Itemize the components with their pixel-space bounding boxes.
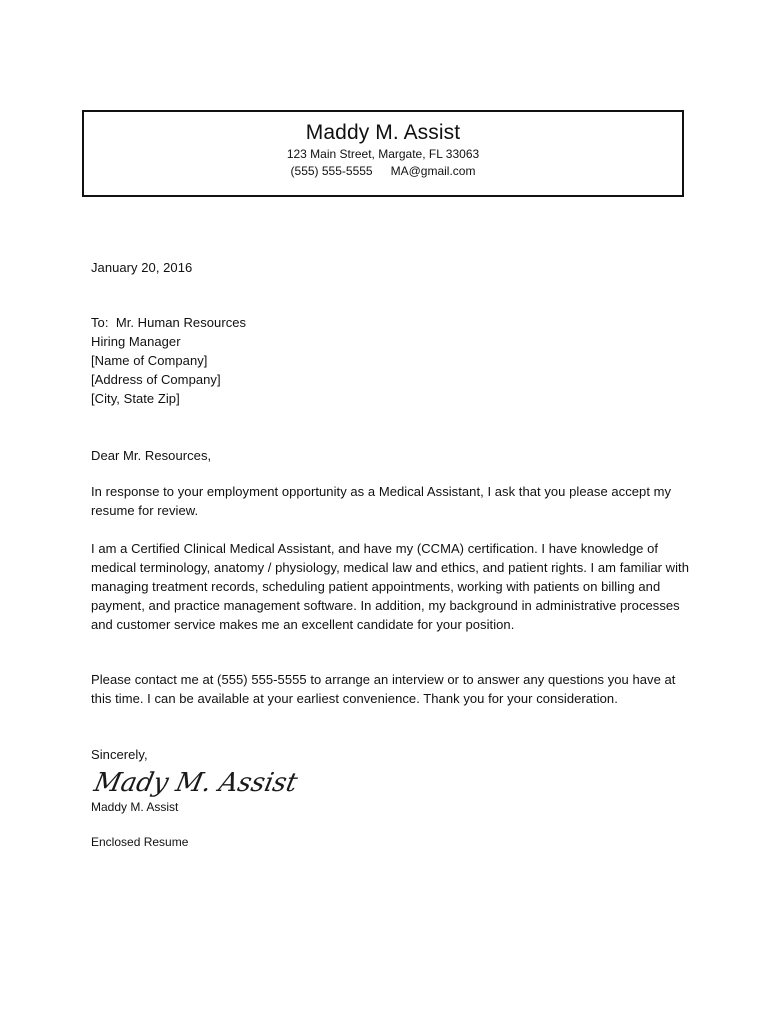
- sender-contact-line: [84, 163, 682, 180]
- recipient-line: [City, State Zip]: [91, 391, 180, 406]
- sender-email: MA@gmail.com: [390, 164, 476, 178]
- letter-date: January 20, 2016: [91, 260, 193, 275]
- svg-text:Mady M. Assist: Mady M. Assist: [91, 768, 301, 798]
- handwritten-signature: [91, 762, 351, 802]
- recipient-line: [Address of Company]: [91, 372, 221, 387]
- body-paragraph-3: Please contact me at (555) 555-5555 to arrange an interview or to answer any questions you have at this time. I can be available at your earliest convenience. Thank you for your consideration.: [91, 672, 676, 706]
- recipient-line: [Name of Company]: [91, 353, 208, 368]
- sender-phone: (555) 555-5555: [290, 164, 373, 178]
- closing: Sincerely,: [91, 747, 148, 762]
- salutation: Dear Mr. Resources,: [91, 448, 212, 463]
- body-paragraph-2: I am a Certified Clinical Medical Assistant, and have my (CCMA) certification. I have knowledge of medical terminology, anatomy / physiology, medical law and ethics, and patient rights. I am familiar with managing treatment records, scheduling patient appointments, working with patients on billing and payment, and practice management software. In addition, my background in administrative processes and customer service makes me an excellent candidate for your position.: [91, 541, 689, 632]
- recipient-line: Hiring Manager: [91, 334, 181, 349]
- enclosure-note: Enclosed Resume: [91, 835, 189, 849]
- sender-name: Maddy M. Assist: [305, 121, 461, 144]
- sender-address: 123 Main Street, Margate, FL 33063: [286, 147, 480, 161]
- recipient-line: To: Mr. Human Resources: [91, 315, 247, 330]
- letterhead-box: [82, 110, 684, 197]
- signed-name: Maddy M. Assist: [91, 800, 179, 814]
- body-paragraph-1: In response to your employment opportunity as a Medical Assistant, I ask that you please accept my resume for review.: [91, 484, 672, 518]
- recipient-block: [91, 313, 691, 408]
